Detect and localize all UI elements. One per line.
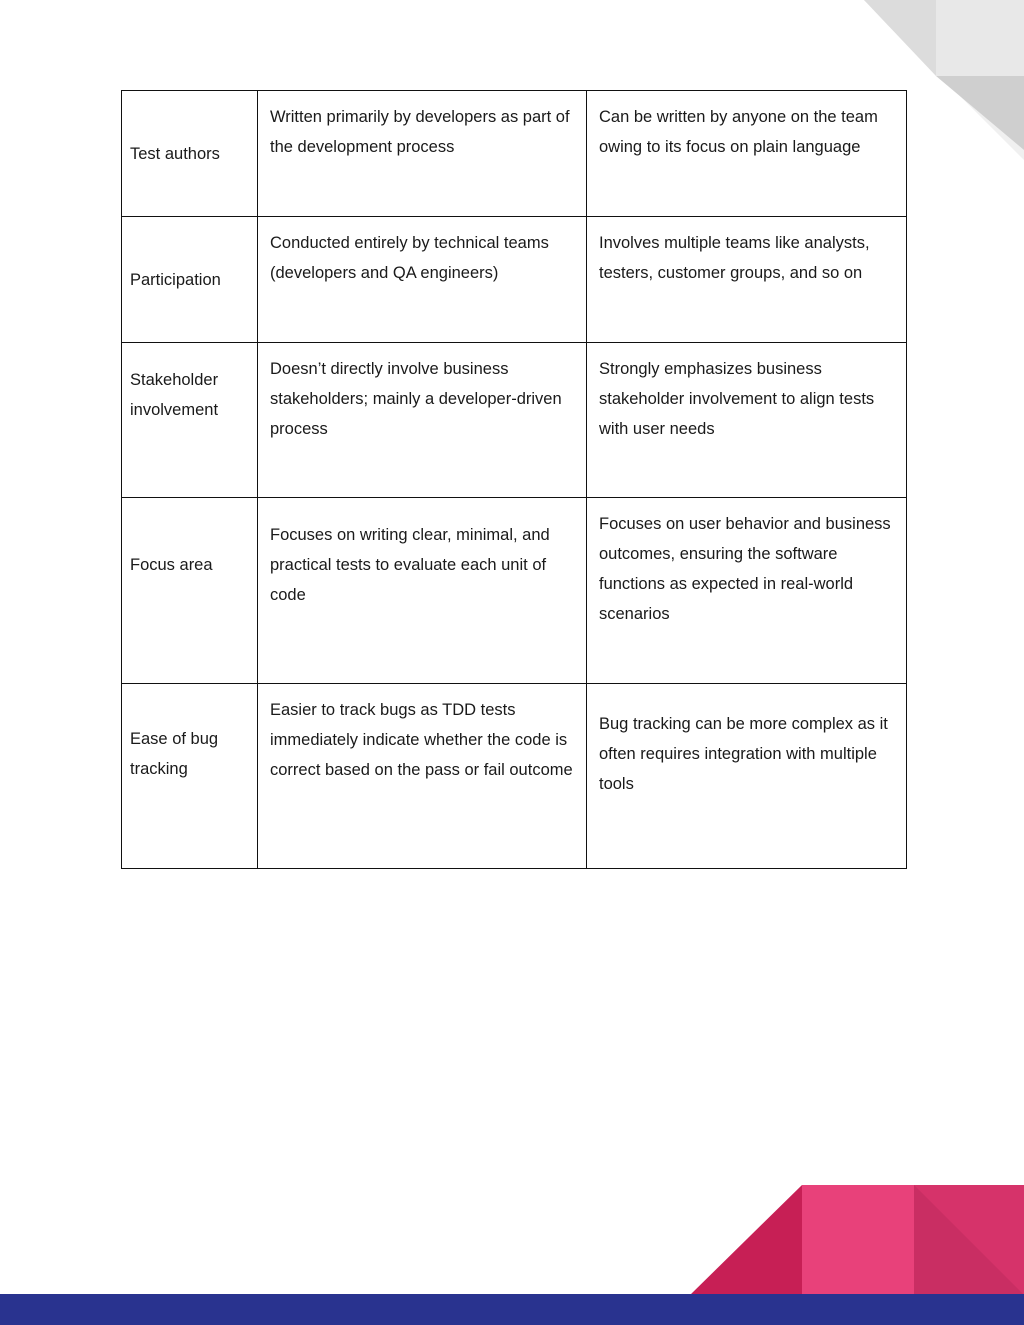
footer-shape-decoration — [690, 1185, 1024, 1295]
bdd-text: Focuses on user behavior and business outcomes, ensuring the software functions as expected in real-world scenarios — [599, 515, 891, 623]
bdd-text: Can be written by anyone on the team owing to its focus on plain language — [599, 108, 878, 156]
bdd-cell — [587, 343, 907, 498]
comparison-table — [121, 90, 907, 869]
table-row — [122, 343, 907, 498]
tdd-cell — [258, 217, 587, 343]
bdd-text: Involves multiple teams like analysts, testers, customer groups, and so on — [599, 234, 870, 282]
table-row — [122, 684, 907, 869]
bdd-text: Bug tracking can be more complex as it often requires integration with multiple tools — [599, 715, 888, 793]
tdd-cell — [258, 343, 587, 498]
bdd-cell — [587, 498, 907, 684]
row-label-cell — [122, 343, 258, 498]
tdd-text: Conducted entirely by technical teams (developers and QA engineers) — [270, 234, 549, 282]
tdd-text: Doesn’t directly involve business stakeholders; mainly a developer-driven process — [270, 360, 562, 438]
bdd-text: Strongly emphasizes business stakeholder involvement to align tests with user needs — [599, 360, 875, 438]
bdd-cell — [587, 684, 907, 869]
row-label-cell — [122, 91, 258, 217]
table-row — [122, 91, 907, 217]
row-label: Focus area — [130, 555, 213, 574]
tdd-cell — [258, 684, 587, 869]
tdd-cell — [258, 498, 587, 684]
row-label-cell — [122, 217, 258, 343]
tdd-text: Written primarily by developers as part of the development process — [270, 108, 570, 156]
row-label: Test authors — [130, 144, 220, 163]
row-label: Participation — [130, 270, 221, 289]
tdd-text: Focuses on writing clear, minimal, and practical tests to evaluate each unit of code — [270, 525, 550, 604]
footer-bar — [0, 1294, 1024, 1325]
bdd-cell — [587, 217, 907, 343]
bdd-cell — [587, 91, 907, 217]
table-row — [122, 498, 907, 684]
row-label-cell — [122, 498, 258, 684]
tdd-text: Easier to track bugs as TDD tests immediately indicate whether the code is correct based on the pass or fail outcome — [270, 701, 573, 779]
row-label-cell — [122, 684, 258, 869]
tdd-cell — [258, 91, 587, 217]
row-label: Ease of bug tracking — [130, 730, 219, 778]
table-row — [122, 217, 907, 343]
row-label: Stakeholder involvement — [130, 371, 219, 419]
